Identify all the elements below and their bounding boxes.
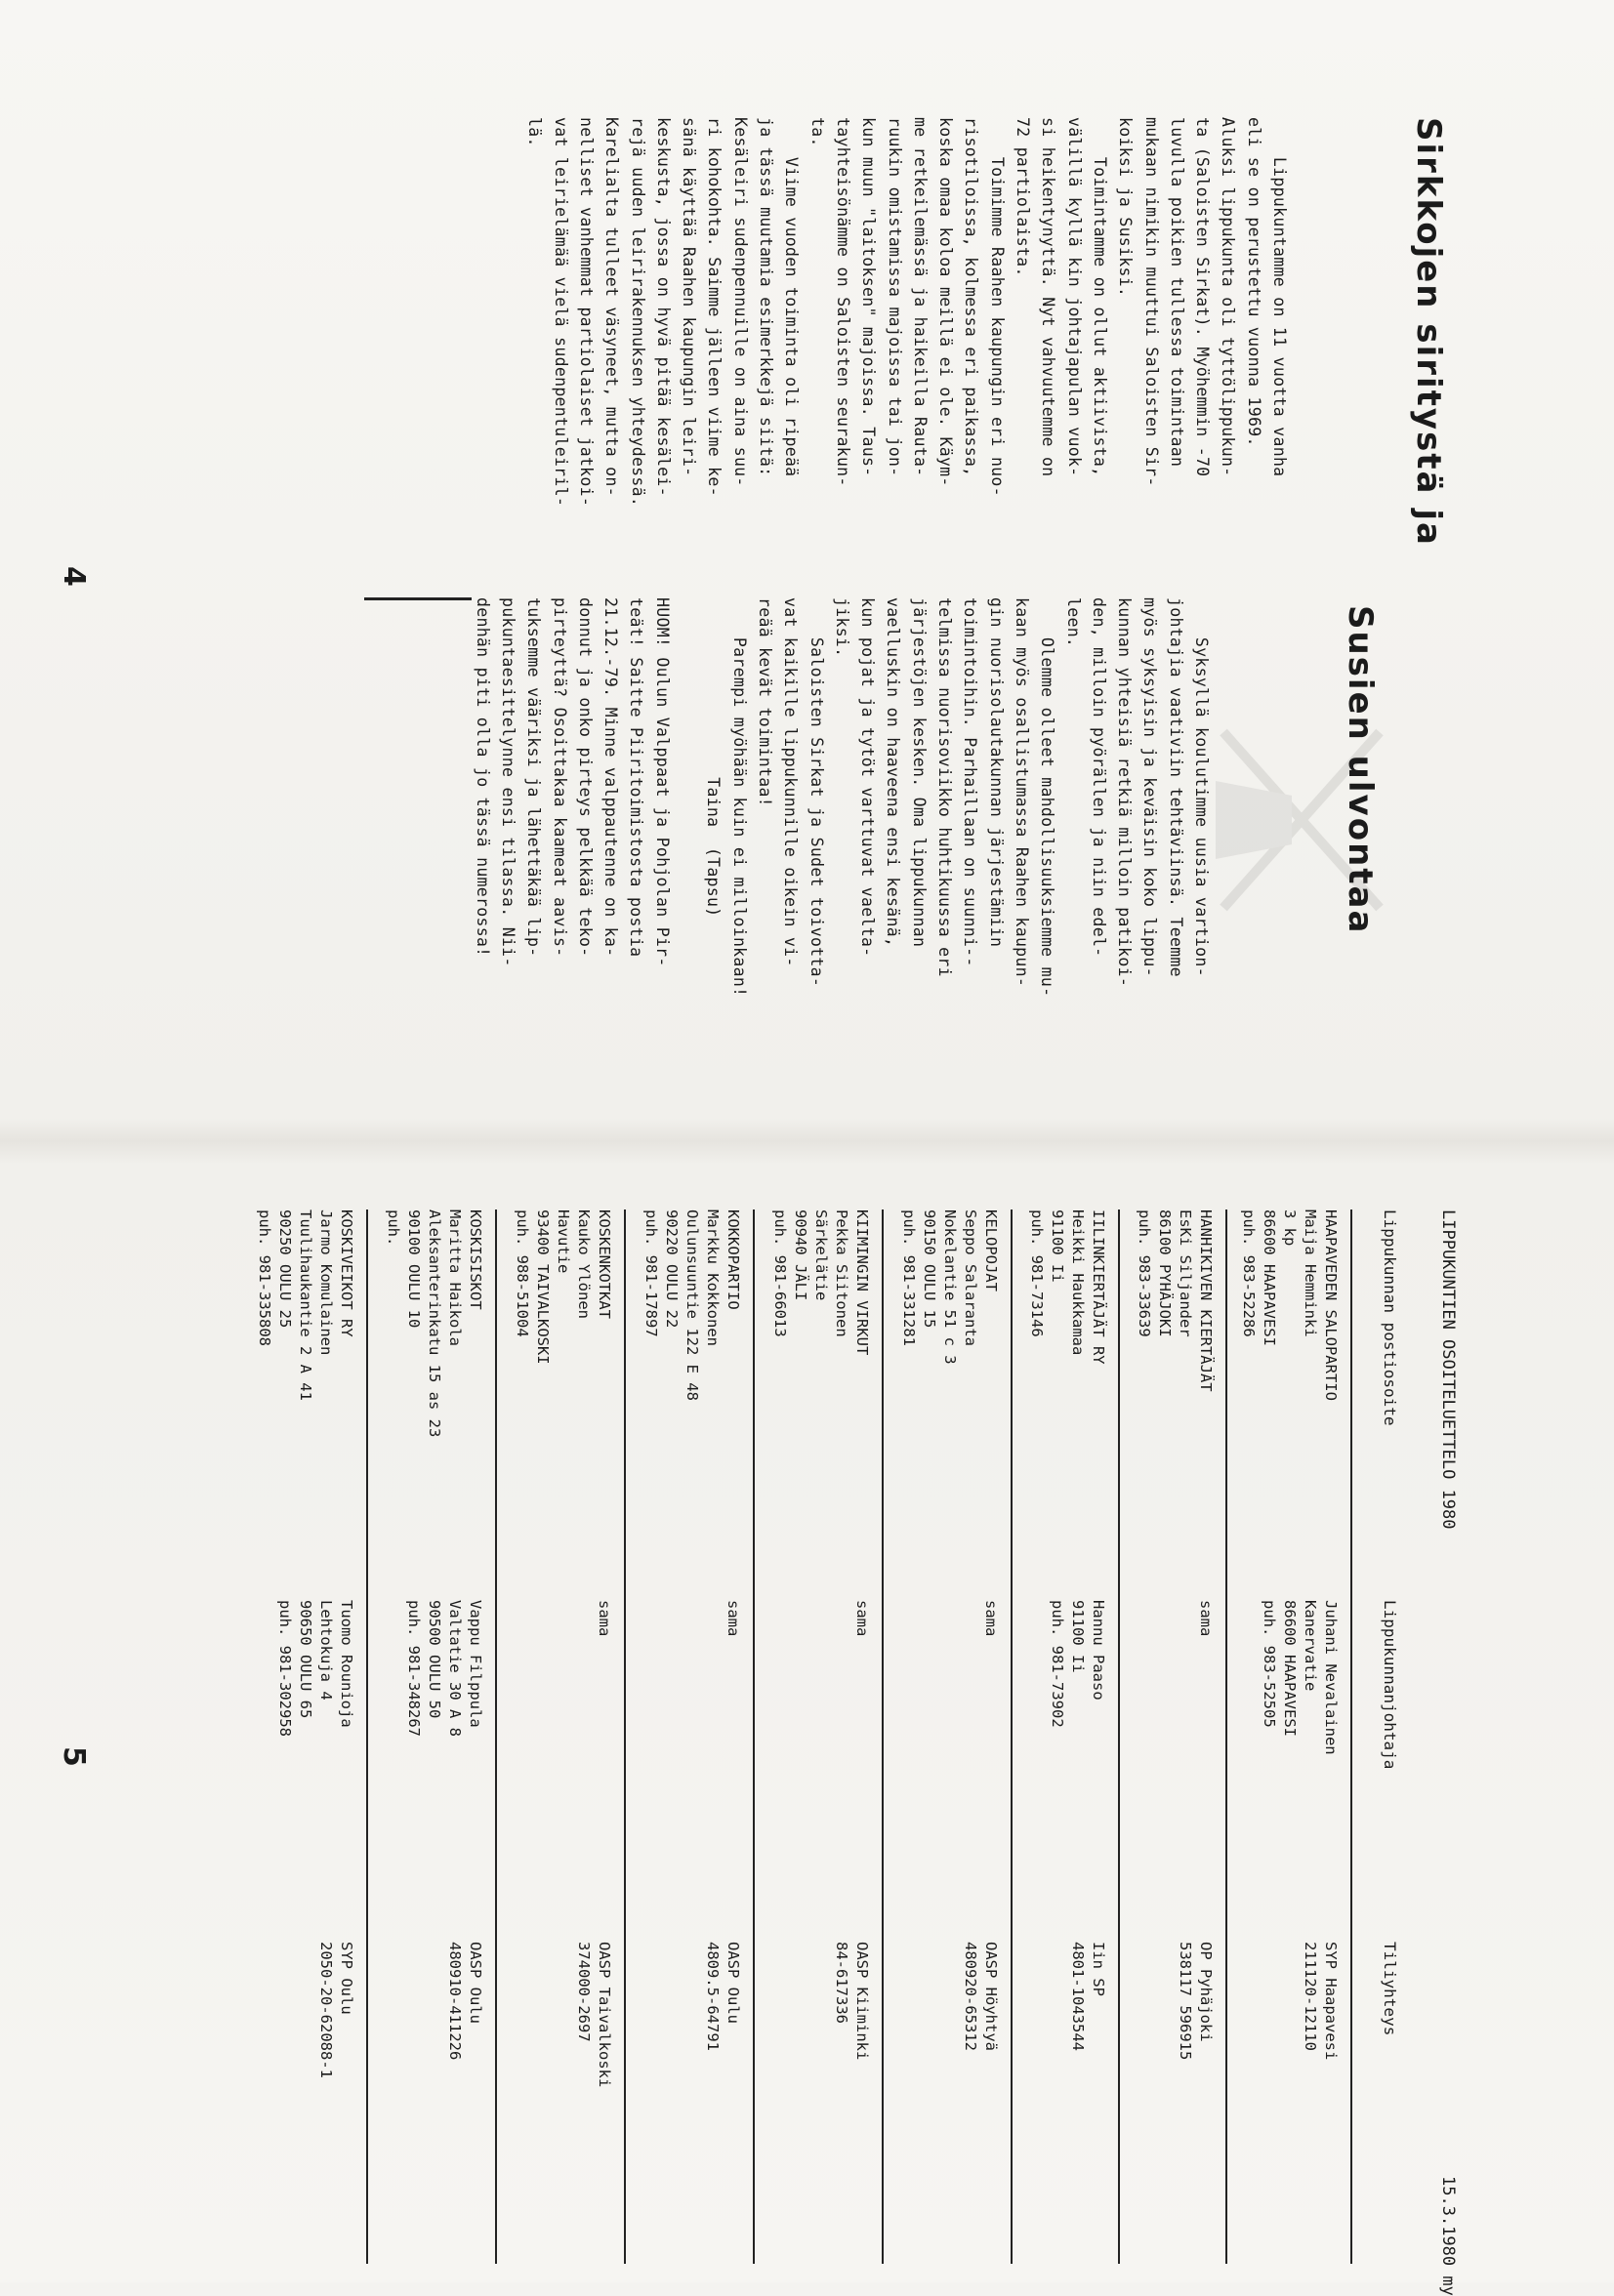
page-number-4: 4 [57,566,91,587]
row-divider [1118,1210,1120,2264]
row-divider [882,1210,884,2264]
entry-8-account: OASP Oulu 480910-411226 [446,1942,484,2061]
entry-6-address: KOKKOPARTIO Markku Kokkonen Oulunsuuntie 122 E 48 90220 OULU 22 puh. 981-17897 [642,1210,742,1401]
column-header-address: Lippukunnan postiosoite [1381,1210,1399,1426]
entry-3-leader: Hannu Paaso 91100 Ii puh. 981-73902 [1049,1600,1107,1728]
entry-6-account: OASP Oulu 4809.5-64791 [704,1942,742,2051]
entry-8-leader: Vappu Filppula Valtatie 30 A 8 90500 OULU 50 puh. 981-348267 [405,1600,484,1737]
entry-5-address: KIIMINGIN VIRKUT Pekka Siitonen Särkelätie 90940 JÄLI puh. 981-66013 [771,1210,871,1356]
entry-6-leader: sama [724,1600,742,1637]
page-number-5: 5 [57,1746,91,1767]
article-title: Sirkkojen siritystä ja [1409,117,1448,547]
entry-9-account: SYP Oulu 2050-20-62088-1 [317,1942,355,2078]
entry-5-leader: sama [853,1600,871,1637]
row-divider [1011,1210,1013,2264]
entry-3-account: Iin SP 4801-1043544 [1069,1942,1107,2051]
article-subtitle: Susien ulvontaa [1341,605,1380,935]
entry-2-leader: sama [1197,1600,1215,1637]
entry-4-address: KELOPOJAT Seppo Salaranta Nokelantie 51 c 3 90150 OULU 15 puh. 981-331281 [900,1210,1000,1365]
entry-9-address: KOSKIVEIKOT RY Jarmo Komulainen Tuulihaukantie 2 A 41 90250 OULU 25 puh. 981-335808 [256,1210,355,1401]
entry-1-leader: Juhani Nevalainen Kanervatie 86600 HAAPAVESI puh. 983-52505 [1261,1600,1340,1755]
article-right-column: Syksyllä koulutimme uusia vartion- johtajia vaativiin tehtäviinsä. Teemme myös syksyisin ja keväisin koko lippu- kunnan yhteisiä retkiä milloin patikoi- den, milloin pyörällen ja niin edel- leen. Olemme olleet mahdollisuuksiemme mu- kaan myös osallistumassa Raahen kaupun- gin nuorisolautakunnan järjestämiin toimintoihin. Parhaillaan on suunni-- telmissa nuorisoviikko huhtikuussa eri järjestöjen kesken. Oma lippukunnan vaelluskin on haaveena ensi kesänä, kun pojat ja tytöt varttuvat vaelta- jiksi. Saloisten Sirkat ja Sudet toivotta- vat kaikille lippukunnille oikein vi- reää kevät toimintaa! Parempi myöhään kuin ei milloinkaan! Taina (Tapsu) HUOM! Oulun Valppaat ja Pohjolan Pir- teät! Saitte Piiritoimistosta postia 21.12.-79. Minne valppautenne on ka- donnut ja onko pirteys pelkkää teko- pirteyttä? Osoittakaa kaameat aavis- tuksemme vääriksi ja lähettäkää lip- pukuntaesittelynne ensi tilassa. Nii- denhän piti olla jo tässä numerossa! [473,597,1211,998]
entry-1-address: HAAPAVEDEN SALOPARTIO Maija Hemminki 3 kp 86600 HAAPAVESI puh. 983-52286 [1240,1210,1340,1401]
entry-2-account: OP Pyhäjoki 538117 596915 [1177,1942,1215,2061]
article-left-column: Lippukuntamme on 11 vuotta vanha eli se on perustettu vuonna 1969. Aluksi lippukunta oli tyttölippukun- ta (Saloisten Sirkat). Myöhemmin -70 luvulla poikien tullessa toimintaan mukaan nimikin muuttui Saloisten Sir- koiksi ja Susiksi. Toimintamme on ollut aktiivista, välillä kyllä kin johtajapulan vuok- si heikentynyttä. Nyt vahvuutemme on 72 partiolaista. Toimimme Raahen kaupungin eri nuo- risotiloissa, kolmessa eri paikassa, koska omaa koloa meillä ei ole. Käym- me retkeilemässä ja haikeilla Rauta- ruukin omistamissa majoissa tai jon- kun muun "laitoksen" majoissa. Taus- tayhteisönämme on Saloisten seurakun- ta. Viime vuoden toiminta oli ripeää ja tässä muutamia esimerkkejä siitä: Kesäleiri sudenpennuille on aina suu- ri kohokohta. Saimme jälleen viime ke- sänä käyttää Raahen kaupungin leiri- keskusta, jossa on hyvä pitää kesälei- rejä uuden leirirakennuksen yhteydessä. Karelialta tulleet väsyneet, mutta on- nelliset vanhemmat partiolaiset jatkoi- vat leirielämää vielä sudenpentuleiril- lä. [525,117,1289,508]
page-5 [0,1141,1614,2296]
entry-8-address: KOSKISISKOT Maritta Haikola Aleksanterinkatu 15 as 23 90100 OULU 10 puh. [385,1210,484,1438]
entry-4-account: OASP Höyhtyä 480920-65312 [962,1942,1000,2051]
row-divider [624,1210,626,2264]
entry-9-leader: Tuomo Rounioja Lehtokuja 4 90650 OULU 65 puh. 981-302958 [276,1600,355,1737]
entry-3-address: IILINKIERTÄJÄT RY Heikki Haukkamaa 91100 Ii puh. 981-73146 [1028,1210,1107,1365]
directory-date: 15.3.1980 my [1438,2176,1458,2296]
directory-title: LIPPUKUNTIEN OSOITELUETTELO 1980 [1438,1210,1458,1530]
entry-4-leader: sama [982,1600,1000,1637]
row-divider [495,1210,497,2264]
row-divider [753,1210,755,2264]
column-header-leader: Lippukunnanjohtaja [1381,1600,1399,1770]
entry-5-account: OASP Kiiminki 84-617336 [833,1942,871,2061]
entry-7-address: KOSKENKOTKAT Kauko Ylönen Havutie 93400 TAIVALKOSKI puh. 988-51004 [514,1210,613,1365]
column-header-account: Tiliyhteys [1381,1942,1399,2036]
entry-2-address: HANHIKIVEN KIERTÄJÄT EsKi Siljander 86100 PYHÄJOKI puh. 983-33639 [1136,1210,1215,1392]
entry-1-account: SYP Haapavesi 211120-12110 [1302,1942,1340,2061]
row-divider [1350,1210,1352,2264]
row-divider [366,1210,368,2264]
page-4 [0,0,1614,1141]
entry-7-leader: sama [596,1600,613,1637]
notice-divider [364,597,472,600]
entry-7-account: OASP Taivalkoski 374000-2697 [575,1942,613,2088]
row-divider [1225,1210,1227,2264]
